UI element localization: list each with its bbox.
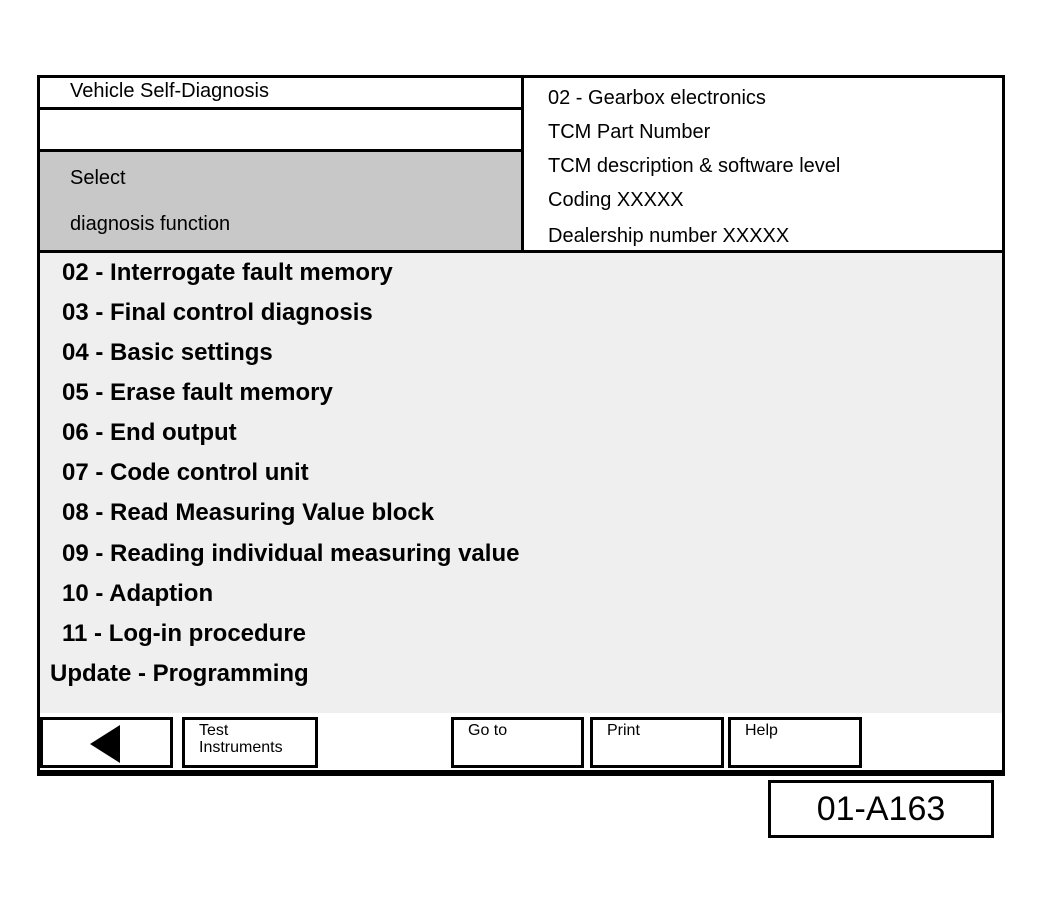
diagnosis-screen [37, 75, 1005, 776]
help-label: Help [745, 722, 778, 739]
function-item-06[interactable]: 06 - End output [62, 419, 237, 446]
test-instruments-label-line2: Instruments [199, 739, 283, 756]
info-system: 02 - Gearbox electronics [548, 87, 766, 109]
go-to-button[interactable] [451, 717, 584, 768]
control-unit-info [524, 78, 1002, 250]
print-label: Print [607, 722, 640, 739]
test-instruments-button[interactable] [182, 717, 318, 768]
header-left-panel [40, 78, 524, 250]
screen-title: Vehicle Self-Diagnosis [70, 80, 269, 102]
print-button[interactable] [590, 717, 724, 768]
function-item-07[interactable]: 07 - Code control unit [62, 459, 309, 486]
help-button[interactable] [728, 717, 862, 768]
function-item-10[interactable]: 10 - Adaption [62, 580, 214, 607]
info-dealership: Dealership number XXXXX [548, 225, 790, 247]
function-item-09[interactable]: 09 - Reading individual measuring value [62, 540, 520, 567]
prompt-line-2: diagnosis function [70, 213, 231, 235]
function-item-03[interactable]: 03 - Final control diagnosis [62, 299, 373, 326]
test-instruments-label-line1: Test [199, 722, 229, 739]
figure-code: 01-A163 [768, 780, 994, 838]
test-instruments-label [199, 722, 283, 756]
go-to-label: Go to [468, 722, 508, 739]
back-arrow-icon [90, 725, 120, 763]
prompt-panel [40, 152, 521, 250]
function-item-08[interactable]: 08 - Read Measuring Value block [62, 499, 435, 526]
function-item-11[interactable]: 11 - Log-in procedure [62, 620, 307, 647]
function-item-05[interactable]: 05 - Erase fault memory [62, 379, 333, 406]
info-description: TCM description & software level [548, 155, 841, 177]
toolbar-baseline [40, 770, 1002, 773]
header-panel [40, 78, 1002, 253]
blank-field [40, 110, 521, 152]
bottom-toolbar [40, 713, 1002, 773]
title-cell [40, 78, 521, 110]
function-item-update-programming[interactable]: Update - Programming [50, 660, 309, 687]
prompt-line-1: Select [70, 167, 126, 189]
info-coding: Coding XXXXX [548, 189, 684, 211]
info-part-number: TCM Part Number [548, 121, 711, 143]
back-button[interactable] [40, 717, 173, 768]
function-item-02[interactable]: 02 - Interrogate fault memory [62, 259, 393, 286]
function-item-04[interactable]: 04 - Basic settings [62, 339, 273, 366]
